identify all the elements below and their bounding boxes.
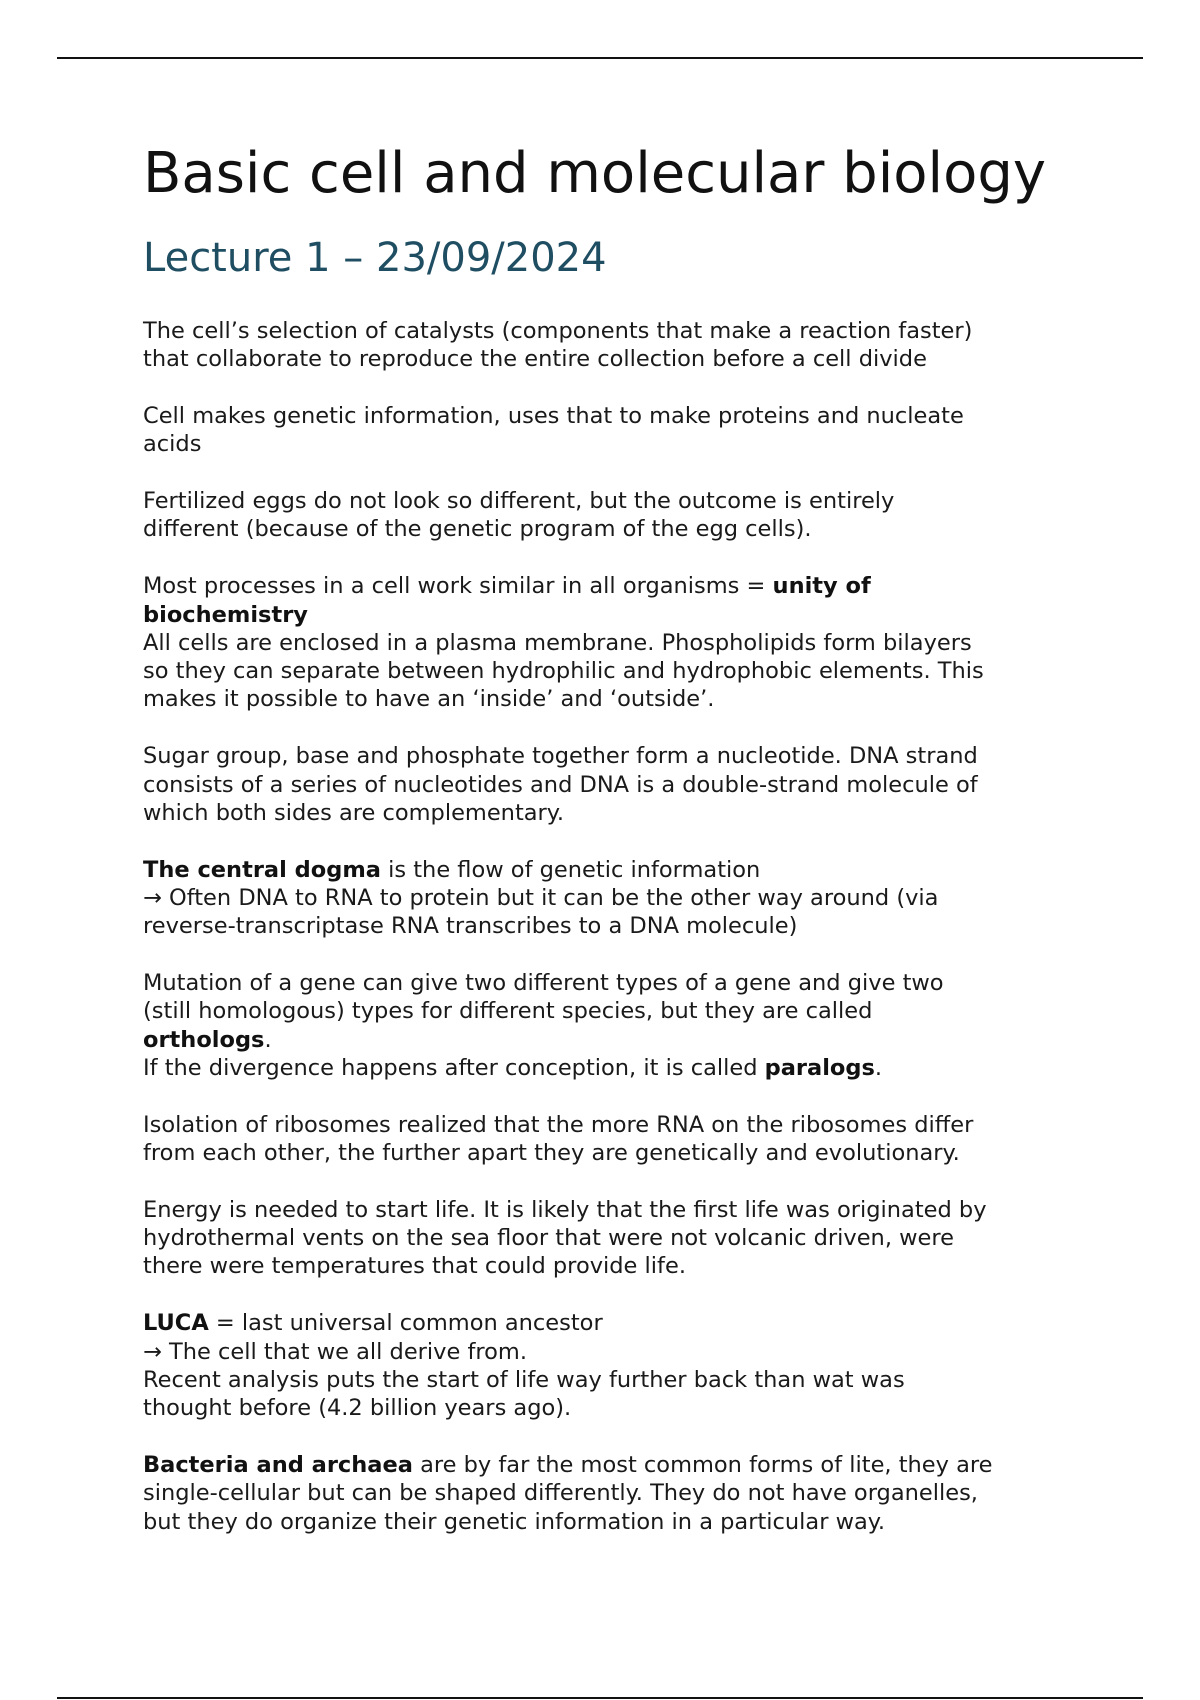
body-paragraph bbox=[143, 1196, 1073, 1281]
text-run: that collaborate to reproduce the entire collection before a cell divide bbox=[143, 346, 927, 373]
paragraph-list bbox=[143, 317, 1073, 1536]
text-run: hydrothermal vents on the sea floor that were not volcanic driven, were bbox=[143, 1225, 954, 1252]
bold-term: The central dogma bbox=[143, 856, 381, 883]
text-run: but they do organize their genetic information in a particular way. bbox=[143, 1508, 886, 1535]
text-line bbox=[143, 1111, 1073, 1139]
body-paragraph bbox=[143, 969, 1073, 1054]
text-line bbox=[143, 969, 1073, 997]
text-run: → Often DNA to RNA to protein but it can be the other way around (via bbox=[143, 884, 939, 911]
text-line bbox=[143, 856, 1073, 884]
body-paragraph bbox=[143, 1111, 1073, 1168]
body-paragraph bbox=[143, 856, 1073, 941]
text-run: Recent analysis puts the start of life way further back than wat was bbox=[143, 1366, 905, 1393]
text-line bbox=[143, 345, 1073, 373]
body-paragraph bbox=[143, 402, 1073, 459]
text-run: are by far the most common forms of lite, they are bbox=[412, 1451, 993, 1478]
text-run: Mutation of a gene can give two different types of a gene and give two bbox=[143, 970, 944, 997]
text-line bbox=[143, 1451, 1073, 1479]
text-run: acids bbox=[143, 431, 202, 458]
text-run: Sugar group, base and phosphate together form a nucleotide. DNA strand bbox=[143, 743, 978, 770]
bold-term: paralogs bbox=[764, 1054, 875, 1081]
bold-term: Bacteria and archaea bbox=[143, 1451, 413, 1478]
text-run: so they can separate between hydrophilic and hydrophobic elements. This bbox=[143, 658, 984, 685]
text-run: thought before (4.2 billion years ago). bbox=[143, 1395, 572, 1422]
text-line bbox=[143, 685, 1073, 713]
text-line bbox=[143, 1394, 1073, 1422]
text-run: = last universal common ancestor bbox=[208, 1310, 603, 1337]
text-run: Most processes in a cell work similar in all organisms = bbox=[143, 573, 773, 600]
text-line bbox=[143, 997, 1073, 1025]
footer-rule bbox=[57, 1697, 1143, 1699]
text-line bbox=[143, 601, 1073, 629]
body-paragraph bbox=[143, 742, 1073, 827]
text-run: . bbox=[264, 1026, 272, 1053]
text-line bbox=[143, 799, 1073, 827]
text-line bbox=[143, 1338, 1073, 1366]
text-run: which both sides are complementary. bbox=[143, 799, 565, 826]
body-paragraph bbox=[143, 572, 1073, 629]
document-title: Basic cell and molecular biology bbox=[143, 141, 1047, 206]
text-line bbox=[143, 1224, 1073, 1252]
bold-term: biochemistry bbox=[143, 601, 308, 628]
body-paragraph bbox=[143, 317, 1073, 374]
text-line bbox=[143, 1139, 1073, 1167]
document-body bbox=[143, 135, 1073, 1564]
text-line bbox=[143, 430, 1073, 458]
body-paragraph bbox=[143, 1366, 1073, 1423]
body-paragraph bbox=[143, 487, 1073, 544]
text-line bbox=[143, 1054, 1073, 1082]
text-run: from each other, the further apart they are genetically and evolutionary. bbox=[143, 1140, 960, 1167]
body-paragraph bbox=[143, 1451, 1073, 1536]
text-run: Energy is needed to start life. It is likely that the first life was originated by bbox=[143, 1196, 987, 1223]
text-run: (still homologous) types for different species, but they are called bbox=[143, 998, 873, 1025]
text-run: there were temperatures that could provide life. bbox=[143, 1253, 686, 1280]
text-line bbox=[143, 1479, 1073, 1507]
text-line bbox=[143, 317, 1073, 345]
body-paragraph bbox=[143, 629, 1073, 714]
text-run: reverse-transcriptase RNA transcribes to a DNA molecule) bbox=[143, 913, 798, 940]
text-line bbox=[143, 1196, 1073, 1224]
text-run: Isolation of ribosomes realized that the more RNA on the ribosomes differ bbox=[143, 1111, 974, 1138]
text-run: different (because of the genetic program of the egg cells). bbox=[143, 516, 812, 543]
text-line bbox=[143, 912, 1073, 940]
text-line bbox=[143, 402, 1073, 430]
text-run: . bbox=[874, 1054, 883, 1081]
text-line bbox=[143, 1508, 1073, 1536]
text-run: Cell makes genetic information, uses that to make proteins and nucleate bbox=[143, 403, 964, 430]
header-rule bbox=[57, 57, 1143, 59]
text-line bbox=[143, 515, 1073, 543]
text-run: → The cell that we all derive from. bbox=[143, 1338, 528, 1365]
text-run: is the flow of genetic information bbox=[380, 856, 761, 883]
bold-term: orthologs bbox=[143, 1026, 265, 1053]
text-line bbox=[143, 1026, 1073, 1054]
text-line bbox=[143, 742, 1073, 770]
text-run: single-cellular but can be shaped differently. They do not have organelles, bbox=[143, 1480, 978, 1507]
text-run: consists of a series of nucleotides and DNA is a double-strand molecule of bbox=[143, 771, 978, 798]
body-paragraph bbox=[143, 1309, 1073, 1366]
text-line bbox=[143, 487, 1073, 515]
text-line bbox=[143, 1366, 1073, 1394]
text-line bbox=[143, 884, 1073, 912]
text-run: All cells are enclosed in a plasma membrane. Phospholipids form bilayers bbox=[143, 629, 972, 656]
text-line bbox=[143, 1252, 1073, 1280]
bold-term: unity of bbox=[772, 573, 871, 600]
text-line bbox=[143, 572, 1073, 600]
body-paragraph bbox=[143, 1054, 1073, 1082]
text-line bbox=[143, 657, 1073, 685]
text-run: makes it possible to have an ‘inside’ and ‘outside’. bbox=[143, 686, 715, 713]
text-line bbox=[143, 771, 1073, 799]
text-line bbox=[143, 1309, 1073, 1337]
text-run: Fertilized eggs do not look so different, but the outcome is entirely bbox=[143, 488, 895, 515]
text-run: The cell’s selection of catalysts (components that make a reaction faster) bbox=[143, 318, 973, 344]
lecture-heading: Lecture 1 – 23/09/2024 bbox=[143, 235, 607, 281]
text-run: If the divergence happens after conception, it is called bbox=[143, 1054, 765, 1081]
text-line bbox=[143, 629, 1073, 657]
bold-term: LUCA bbox=[143, 1310, 209, 1337]
